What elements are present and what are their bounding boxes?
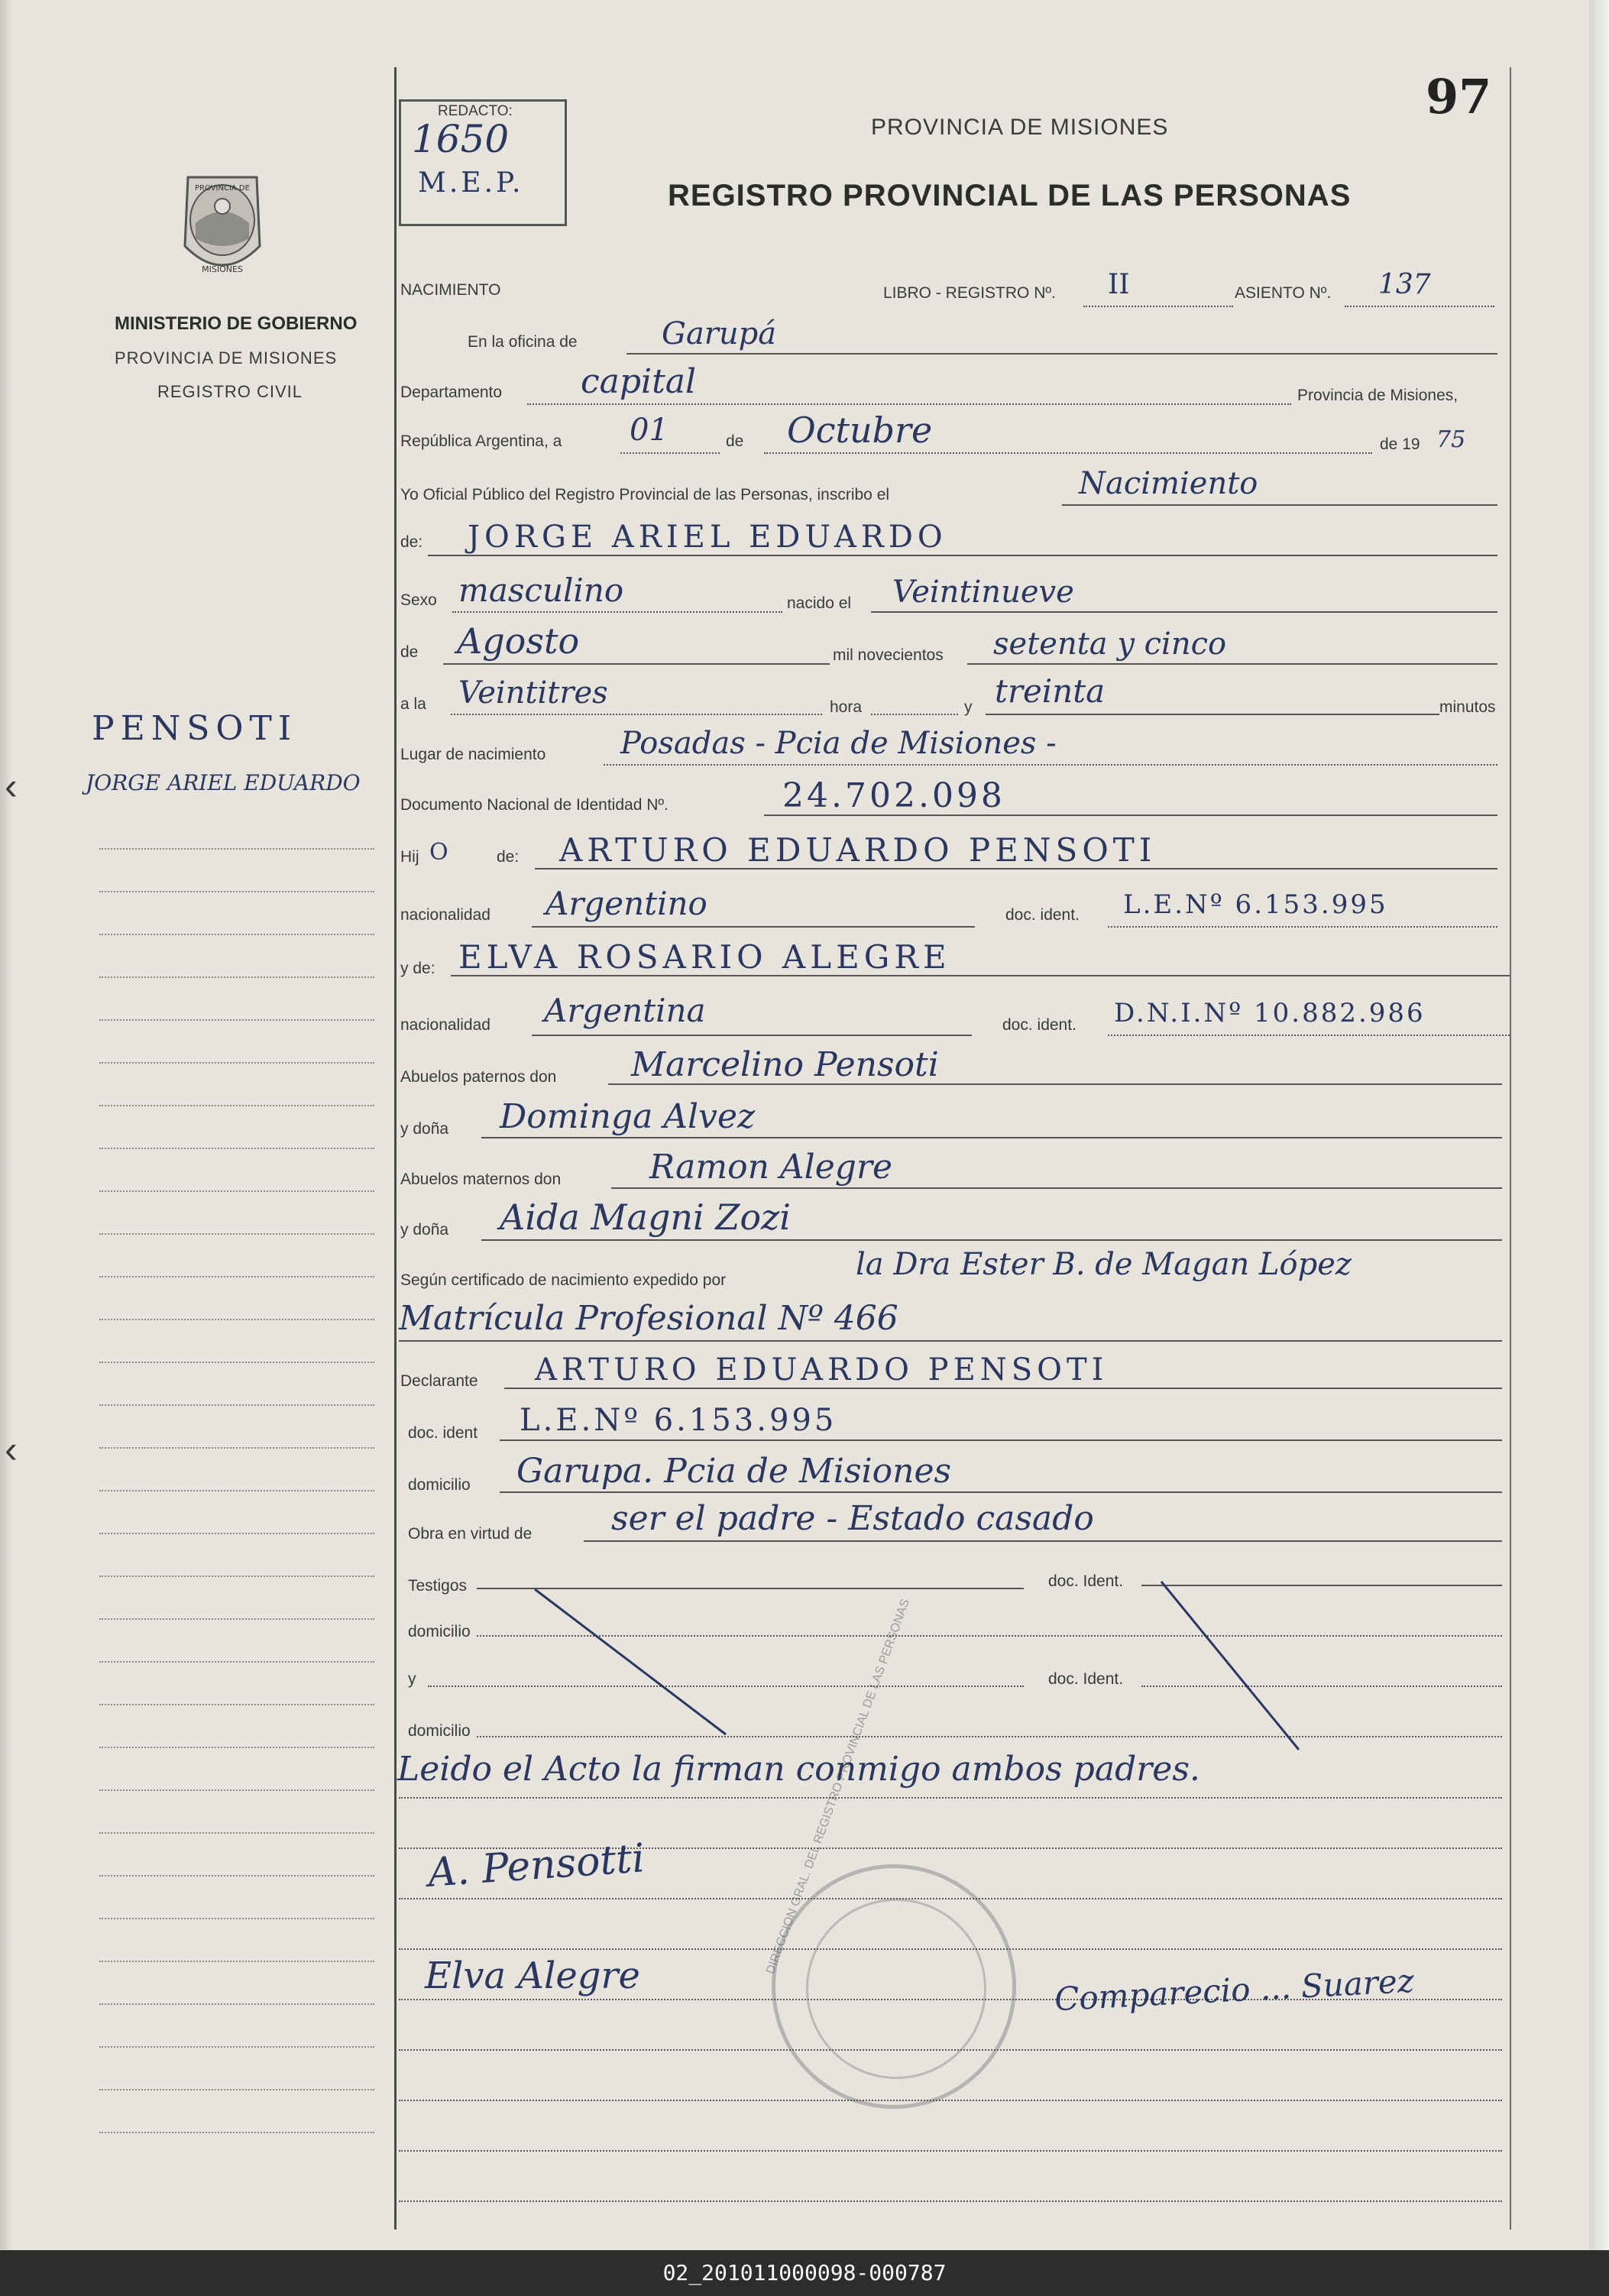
dia-value: 01 <box>630 413 669 448</box>
lugar-line <box>604 764 1497 766</box>
departamento-label: Departamento <box>400 384 503 401</box>
segun-label: Según certificado de nacimiento expedido por <box>400 1271 727 1289</box>
redacto-box <box>399 99 567 226</box>
footer-filename: 02_201011000098-000787 <box>0 2250 1609 2296</box>
abuelos-mat-label: Abuelos maternos don <box>400 1171 562 1188</box>
nac-padre-value: Argentino <box>546 885 707 922</box>
abuelos-pat-label: Abuelos paternos don <box>400 1068 557 1086</box>
anio-nac-line <box>967 663 1497 665</box>
padre-value: ARTURO EDUARDO PENSOTI <box>559 831 1157 869</box>
hora-label: hora <box>830 698 863 716</box>
mes-nac-value: Agosto <box>457 620 580 662</box>
margin-rule <box>99 1661 374 1663</box>
ruled-line <box>399 2100 1502 2101</box>
republica-label: República Argentina, a <box>400 432 562 450</box>
asiento-line <box>1345 306 1494 307</box>
obra-value: ser el padre - Estado casado <box>611 1499 1094 1538</box>
margin-note-name: JORGE ARIEL EDUARDO <box>86 770 361 795</box>
lugar-label: Lugar de nacimiento <box>400 746 546 763</box>
margin-rule <box>99 891 374 892</box>
ruled-line <box>399 2200 1502 2202</box>
de2-label: de: <box>400 533 423 551</box>
de3-label: de <box>400 643 419 661</box>
margin-rule <box>99 1704 374 1705</box>
margin-rule <box>99 2089 374 2090</box>
padre-line <box>535 868 1497 870</box>
hora-line-2 <box>871 714 958 715</box>
doc-padre-line <box>1108 926 1497 928</box>
ydona-pat-label: y doña <box>400 1120 449 1138</box>
svg-text:MISIONES: MISIONES <box>202 264 243 274</box>
nacimiento-label: NACIMIENTO <box>400 281 501 299</box>
matricula-value: Matrícula Profesional Nº 466 <box>399 1299 898 1338</box>
page-right-edge <box>1589 0 1609 2250</box>
abuelo-pat-line <box>608 1083 1502 1085</box>
redacto-value: 1650 <box>412 117 510 161</box>
margin-rule <box>99 1618 374 1620</box>
documento-line <box>764 814 1497 816</box>
doc-ident2-label: doc. ident <box>408 1424 478 1442</box>
nombre-value: JORGE ARIEL EDUARDO <box>468 520 947 555</box>
declarante-line <box>504 1388 1502 1389</box>
domicilio-label: domicilio <box>408 1476 471 1494</box>
margin-rule <box>99 1447 374 1449</box>
nacido-value: Veintinueve <box>892 575 1074 610</box>
nacionalidad-madre-label: nacionalidad <box>400 1016 490 1034</box>
hora-value: Veintitres <box>458 675 608 711</box>
domicilio2-label: domicilio <box>408 1623 471 1640</box>
minutos-label: minutos <box>1439 698 1496 716</box>
yde-label: y de: <box>400 960 435 977</box>
ydona-mat-label: y doña <box>400 1221 449 1239</box>
nac-padre-line <box>532 926 975 928</box>
hij-label: Hij <box>400 848 419 866</box>
sexo-label: Sexo <box>400 591 437 609</box>
form-left-border <box>394 67 397 2230</box>
signature-father: A. Pensotti <box>426 1835 646 1896</box>
testigos-label: Testigos <box>408 1577 468 1595</box>
asiento-value: 137 <box>1378 269 1431 300</box>
declarante-value: ARTURO EDUARDO PENSOTI <box>535 1352 1109 1388</box>
asiento-label: ASIENTO Nº. <box>1235 284 1332 302</box>
madre-line <box>451 975 1510 976</box>
margin-rule <box>99 1918 374 1919</box>
minutos-line <box>986 714 1439 715</box>
domicilio3-label: domicilio <box>408 1722 471 1740</box>
ministry-title: MINISTERIO DE GOBIERNO <box>115 313 358 334</box>
oficina-value: Garupá <box>662 316 777 351</box>
nacido-line <box>871 611 1497 613</box>
margin-rule <box>99 1832 374 1834</box>
margin-rule <box>99 1789 374 1791</box>
doc-ident3-label: doc. Ident. <box>1048 1572 1124 1590</box>
margin-punch-mark-2: ‹ <box>5 1428 18 1471</box>
abuela-mat-line <box>481 1239 1502 1241</box>
margin-rule <box>99 1276 374 1278</box>
doc-ident4-label: doc. Ident. <box>1048 1670 1124 1688</box>
oficina-line <box>626 353 1497 355</box>
oficina-label: En la oficina de <box>468 333 578 351</box>
doc-madre-value: D.N.I.Nº 10.882.986 <box>1114 998 1426 1028</box>
margin-rule <box>99 1747 374 1748</box>
nombre-line <box>428 555 1497 556</box>
margin-rule <box>99 1233 374 1235</box>
margin-rule <box>99 2003 374 2005</box>
ala-label: a la <box>400 695 426 713</box>
domicilio-value: Garupa. Pcia de Misiones <box>516 1452 952 1491</box>
margin-rule <box>99 1961 374 1962</box>
stamp-text: DIRECCION GRAL. DEL REGISTRO PROVINCIAL DE LAS PERSONAS <box>764 1597 913 1976</box>
declarante-label: Declarante <box>400 1372 478 1390</box>
margin-rule <box>99 1575 374 1577</box>
libro-line <box>1083 306 1233 307</box>
official-stamp <box>772 1864 1016 2109</box>
registry-title: REGISTRO PROVINCIAL DE LAS PERSONAS <box>668 179 1352 212</box>
lugar-value: Posadas - Pcia de Misiones - <box>620 726 1057 761</box>
anio-nac-value: setenta y cinco <box>993 627 1227 662</box>
margin-rule <box>99 1533 374 1534</box>
signature-officer: Comparecio ... Suarez <box>1054 1961 1415 2019</box>
page-left-edge <box>0 0 12 2250</box>
departamento-line <box>527 403 1291 405</box>
signature-mother: Elva Alegre <box>425 1954 640 1997</box>
oficial-line <box>1062 504 1497 506</box>
anio-label: de 19 <box>1380 436 1420 453</box>
segun-value: la Dra Ester B. de Magan López <box>856 1247 1352 1282</box>
oficial-label: Yo Oficial Público del Registro Provincial de las Personas, inscribo el <box>400 486 890 504</box>
matricula-line <box>399 1340 1502 1342</box>
doc-padre-value: L.E.Nº 6.153.995 <box>1123 889 1388 920</box>
mes-value: Octubre <box>787 410 933 451</box>
abuelo-mat-line <box>611 1187 1502 1189</box>
madre-value: ELVA ROSARIO ALEGRE <box>458 938 951 976</box>
sexo-line <box>452 611 782 613</box>
doc-padre-label: doc. ident. <box>1005 906 1080 924</box>
abuela-pat-value: Dominga Alvez <box>500 1097 756 1136</box>
dia-line <box>620 452 720 454</box>
hora-line <box>451 714 822 715</box>
y-label: y <box>964 698 973 716</box>
abuela-pat-line <box>481 1137 1502 1138</box>
margin-rule <box>99 1319 374 1320</box>
anio-value: 75 <box>1436 426 1466 453</box>
margin-rule <box>99 1105 374 1106</box>
margin-rule <box>99 2132 374 2133</box>
margin-rule <box>99 1404 374 1406</box>
declarante-doc-line <box>500 1439 1502 1441</box>
margin-note-surname: PENSOTI <box>92 709 298 748</box>
page-number: 97 <box>1426 69 1492 125</box>
sexo-value: masculino <box>458 572 624 609</box>
margin-rule <box>99 2046 374 2048</box>
margin-rule <box>99 1362 374 1363</box>
margin-rule <box>99 1019 374 1021</box>
domicilio-line <box>500 1491 1502 1493</box>
nacionalidad-padre-label: nacionalidad <box>400 906 490 924</box>
margin-rule <box>99 1875 374 1877</box>
redacto-label: REDACTO: <box>438 103 513 119</box>
obra-label: Obra en virtud de <box>408 1525 533 1543</box>
abuela-mat-value: Aida Magni Zozi <box>500 1197 791 1238</box>
obra-line <box>584 1540 1502 1542</box>
redacto-abbrev: M.E.P. <box>418 167 524 199</box>
nac-madre-value: Argentina <box>544 992 706 1029</box>
hij-de-label: de: <box>497 848 520 866</box>
province-header: PROVINCIA DE MISIONES <box>871 115 1169 140</box>
ministry-province: PROVINCIA DE MISIONES <box>115 348 338 368</box>
minutos-value: treinta <box>995 672 1106 710</box>
hij-suffix: O <box>429 839 448 866</box>
nacido-label: nacido el <box>787 594 852 612</box>
ministry-registry: REGISTRO CIVIL <box>157 382 303 401</box>
departamento-value: capital <box>581 362 697 401</box>
margin-rule <box>99 1190 374 1192</box>
documento-label: Documento Nacional de Identidad Nº. <box>400 796 669 814</box>
margin-rule <box>99 976 374 978</box>
mil-label: mil novecientos <box>833 646 944 664</box>
coat-of-arms-logo <box>173 170 272 290</box>
margin-rule <box>99 848 374 850</box>
margin-punch-mark: ‹ <box>5 765 18 808</box>
ruled-line <box>399 2150 1502 2152</box>
provincia-label: Provincia de Misiones, <box>1297 387 1458 404</box>
leido-value: Leido el Acto la firman conmigo ambos padres. <box>397 1750 1200 1789</box>
mes-line <box>764 452 1372 454</box>
margin-rule <box>99 1490 374 1491</box>
form-right-border <box>1510 67 1511 2230</box>
testigos-strike-lines <box>474 1566 1314 1765</box>
de-label: de <box>726 432 744 450</box>
margin-rule <box>99 1062 374 1064</box>
libro-value: II <box>1108 269 1130 300</box>
nac-madre-line <box>532 1035 972 1036</box>
doc-madre-line <box>1108 1035 1510 1036</box>
abuelo-mat-value: Ramon Alegre <box>649 1148 893 1187</box>
ruled-line <box>399 1797 1502 1799</box>
mes-nac-line <box>443 663 830 665</box>
declarante-doc-value: L.E.Nº 6.153.995 <box>520 1403 837 1438</box>
margin-rule <box>99 1148 374 1149</box>
oficial-value: Nacimiento <box>1079 466 1258 501</box>
doc-madre-label: doc. ident. <box>1002 1016 1076 1034</box>
svg-text:PROVINCIA DE: PROVINCIA DE <box>195 184 250 193</box>
abuelo-pat-value: Marcelino Pensoti <box>631 1045 939 1084</box>
margin-rule <box>99 934 374 935</box>
y2-label: y <box>408 1670 416 1688</box>
libro-label: LIBRO - REGISTRO Nº. <box>883 284 1056 302</box>
documento-value: 24.702.098 <box>782 776 1005 815</box>
